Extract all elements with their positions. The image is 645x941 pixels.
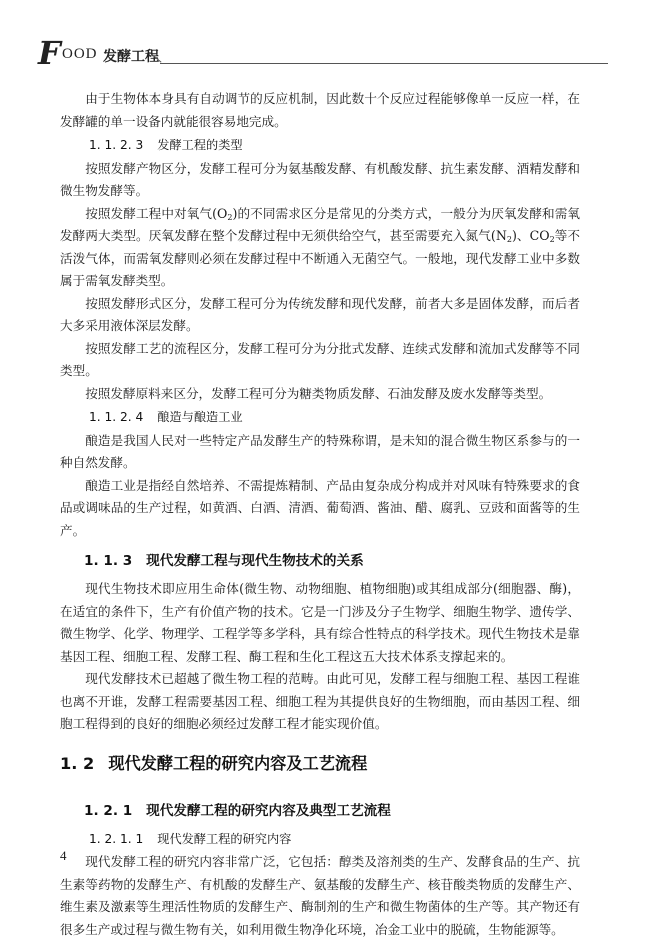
running-header xyxy=(38,34,608,72)
section-title: 酿造与酿造工业 xyxy=(157,410,243,424)
section-heading-1-2-1-1 xyxy=(89,828,580,851)
paragraph: 按照发酵产物区分，发酵工程可分为氨基酸发酵、有机酸发酵、抗生素发酵、酒精发酵和微生物发酵等。 xyxy=(60,160,580,198)
paragraph: 按照发酵原料来区分，发酵工程可分为糖类物质发酵、石油发酵及废水发酵等类型。 xyxy=(85,385,552,401)
section-title: 现代发酵工程与现代生物技术的关系 xyxy=(146,553,364,569)
section-heading-1-1-2-3 xyxy=(89,134,580,157)
section-title: 现代发酵工程的研究内容 xyxy=(157,831,292,846)
page-number: 4 xyxy=(60,848,67,863)
section-title: 现代发酵工程的研究内容及工艺流程 xyxy=(108,753,368,773)
paragraph: 现代生物技术即应用生命体(微生物、动物细胞、植物细胞)或其组成部分(细胞器、酶)，在适宜的条件下，生产有价值产物的技术。它是一门涉及分子生物学、细胞生物学、遗传学、微生物学、化学、物理学、工程学等多学科，具有综合性特点的科学技术。现代生物技术是靠基因工程、细胞工程、发酵工程、酶工程和生化工程这五大技术体系支撑起来的。 xyxy=(60,581,580,664)
section-number: 1. 2. 1. 1 xyxy=(89,831,144,846)
section-number: 1. 2. 1 xyxy=(84,802,133,819)
section-title: 现代发酵工程的研究内容及典型工艺流程 xyxy=(146,802,391,819)
section-number: 1. 1. 3 xyxy=(84,553,133,569)
paragraph: 酿造工业是指经自然培养、不需提炼精制、产品由复杂成分构成并对风味有特殊要求的食品或调味品的生产过程，如黄酒、白酒、清酒、葡萄酒、酱油、醋、腐乳、豆豉和面酱等的生产。 xyxy=(60,477,580,538)
paragraph-oxygen: 按照发酵工程中对氧气$(O_2)$的不同需求区分是常见的分类方式，一般分为厌氧发酵和需氧发酵两大类型。厌氧发酵在整个发酵过程中无须供给空气，甚至需要充入氮气$(N_2)$、$CO_2$等不活泼气体，而需氧发酵则必须在发酵过程中不断通入无菌空气。一般地，现代发酵工业中多数属于需氧发酵类型。 xyxy=(60,205,581,288)
section-number: 1. 2 xyxy=(60,753,95,773)
paragraph: 现代发酵工程的研究内容非常广泛，它包括：醇类及溶剂类的生产、发酵食品的生产、抗生素等药物的发酵生产、有机酸的发酵生产、氨基酸的发酵生产、核苷酸类物质的发酵生产、维生素及激素等生理活性物质的发酵生产、酶制剂的生产和微生物菌体的生产等。其产物还有很多生产或过程与微生物有关，如利用微生物净化环境，冶金工业中的脱硫，生物能源等。 xyxy=(60,854,580,937)
section-title: 发酵工程的类型 xyxy=(157,138,243,152)
section-number: 1. 1. 2. 4 xyxy=(89,410,144,424)
chapter-heading-1-2 xyxy=(60,750,580,778)
section-heading-1-1-3 xyxy=(84,548,580,574)
paragraph: 按照发酵工艺的流程区分，发酵工程可分为分批式发酵、连续式发酵和流加式发酵等不同类型。 xyxy=(60,340,580,378)
section-heading-1-1-2-4 xyxy=(89,406,580,429)
paragraph: 按照发酵形式区分，发酵工程可分为传统发酵和现代发酵，前者大多是固体发酵，而后者大多采用液体深层发酵。 xyxy=(60,295,580,333)
section-heading-1-2-1 xyxy=(84,798,580,824)
food-logo-f: F xyxy=(38,34,61,72)
food-logo-text: OOD xyxy=(62,46,98,62)
paragraph: 酿造是我国人民对一些特定产品发酵生产的特殊称谓，是未知的混合微生物区系参与的一种自然发酵。 xyxy=(60,432,580,470)
page-body xyxy=(60,88,580,941)
paragraph: 由于生物体本身具有自动调节的反应机制，因此数十个反应过程能够像单一反应一样，在发酵罐的单一设备内就能很容易地完成。 xyxy=(60,91,580,129)
section-number: 1. 1. 2. 3 xyxy=(89,138,144,152)
paragraph: 现代发酵技术已超越了微生物工程的范畴。由此可见，发酵工程与细胞工程、基因工程谁也离不开谁，发酵工程需要基因工程、细胞工程为其提供良好的生物细胞，而由基因工程、细胞工程得到的良好的细胞必须经过发酵工程才能实现价值。 xyxy=(60,671,580,731)
header-rule xyxy=(160,63,608,64)
header-title: 发酵工程 xyxy=(103,49,159,65)
